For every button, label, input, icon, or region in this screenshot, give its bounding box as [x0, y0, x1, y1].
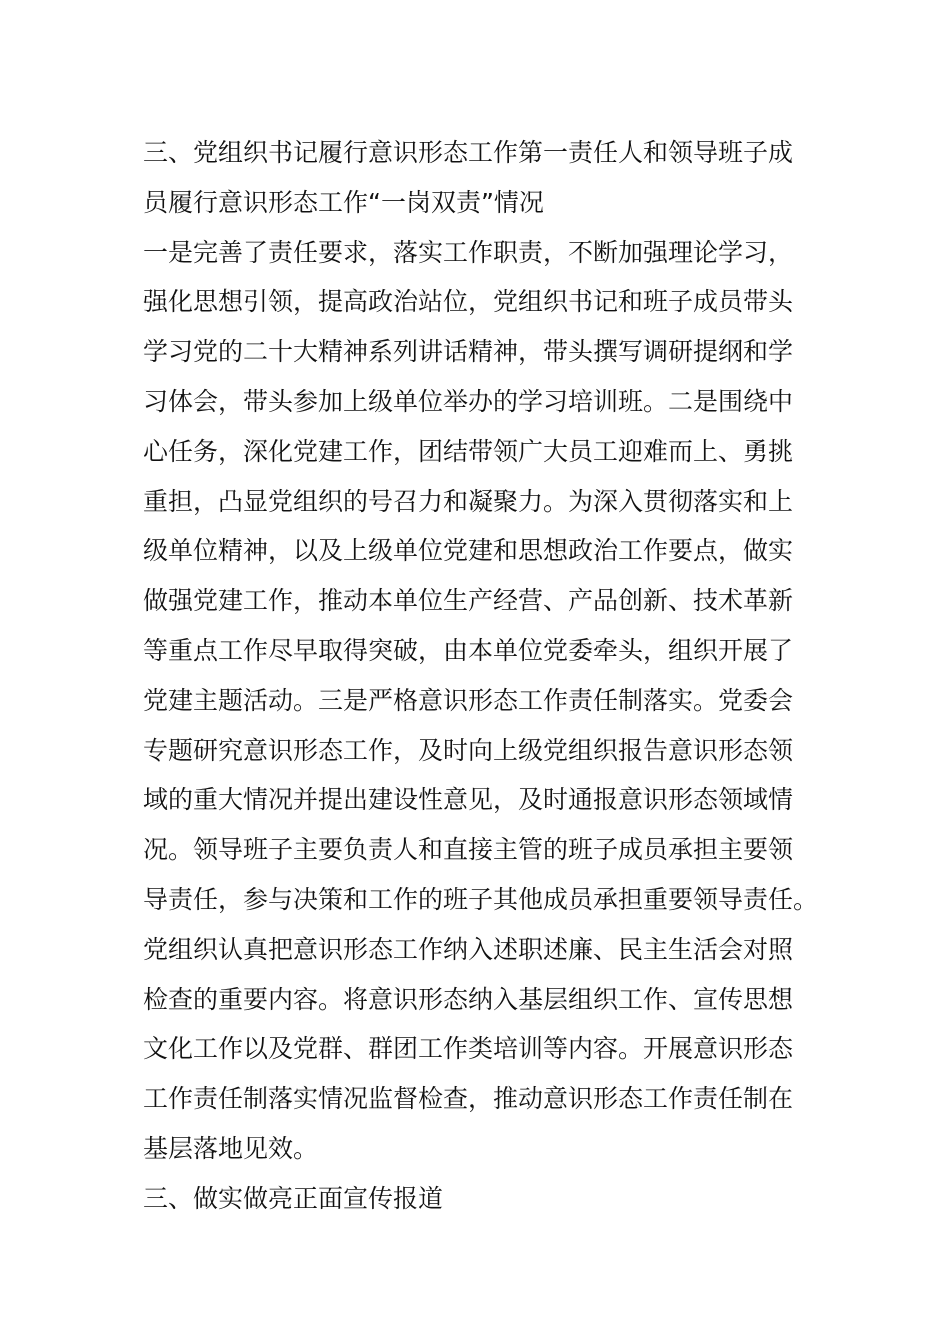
- paragraph-line: 况。领导班子主要负责人和直接主管的班子成员承担主要领: [143, 835, 794, 865]
- paragraph-line: 域的重大情况并提出建设性意见，及时通报意识形态领域情: [143, 785, 794, 815]
- paragraph-line: 做强党建工作，推动本单位生产经营、产品创新、技术革新: [143, 586, 794, 616]
- paragraph-line: 级单位精神，以及上级单位党建和思想政治工作要点，做实: [143, 536, 794, 566]
- paragraph-line: 习体会，带头参加上级单位举办的学习培训班。二是围绕中: [143, 386, 794, 416]
- paragraph-line: 重担，凸显党组织的号召力和凝聚力。为深入贯彻落实和上: [143, 486, 794, 516]
- paragraph-line: 一是完善了责任要求，落实工作职责，不断加强理论学习，: [143, 237, 794, 267]
- paragraph-line: 党建主题活动。三是严格意识形态工作责任制落实。党委会: [143, 685, 794, 715]
- section-heading-line-2: 员履行意识形态工作“一岗双责”情况: [143, 187, 544, 217]
- paragraph-line: 导责任，参与决策和工作的班子其他成员承担重要领导责任。: [143, 884, 819, 914]
- paragraph-line: 检查的重要内容。将意识形态纳入基层组织工作、宣传思想: [143, 984, 794, 1014]
- section-heading-line: 三、做实做亮正面宣传报道: [143, 1183, 444, 1213]
- paragraph-line: 工作责任制落实情况监督检查，推动意识形态工作责任制在: [143, 1084, 794, 1114]
- paragraph-line: 学习党的二十大精神系列讲话精神，带头撰写调研提纲和学: [143, 337, 794, 367]
- paragraph-line: 心任务，深化党建工作，团结带领广大员工迎难而上、勇挑: [143, 436, 794, 466]
- paragraph-line: 文化工作以及党群、群团工作类培训等内容。开展意识形态: [143, 1034, 794, 1064]
- paragraph-line: 基层落地见效。: [143, 1133, 319, 1163]
- paragraph-line: 等重点工作尽早取得突破，由本单位党委牵头，组织开展了: [143, 635, 794, 665]
- paragraph-line: 强化思想引领，提高政治站位，党组织书记和班子成员带头: [143, 287, 794, 317]
- paragraph-line: 专题研究意识形态工作，及时向上级党组织报告意识形态领: [143, 735, 794, 765]
- section-heading-line-1: 三、党组织书记履行意识形态工作第一责任人和领导班子成: [143, 138, 794, 167]
- paragraph-line: 党组织认真把意识形态工作纳入述职述廉、民主生活会对照: [143, 934, 794, 964]
- document-body: [143, 128, 823, 1224]
